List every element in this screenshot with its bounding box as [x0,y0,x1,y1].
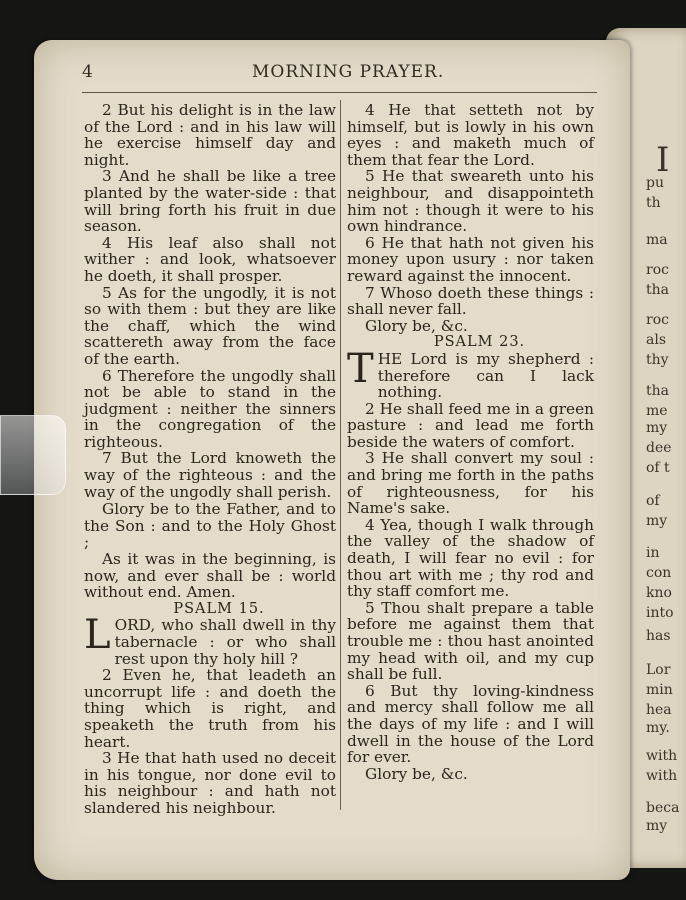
next-page-fragment: of [646,493,660,509]
running-title: MORNING PRAYER. [252,62,445,82]
page-header [82,62,592,90]
header-rule [82,92,597,93]
right-column [347,102,594,782]
gloria-patri-end: As it was in the beginning, is now, and ever shall be : world without end. Amen. [84,550,336,602]
verse-text: ORD, who shall dwell in thy tabernacle : or who shall rest upon thy holy hill ? [114,616,336,668]
verse: 3 He shall convert my soul : and bring me forth in the paths of righteousness, for his Name's sake. [347,449,594,518]
drop-cap: T [347,345,374,392]
next-page-fragment: min [646,682,673,698]
verse: 7 Whoso doeth these things : shall never fall. [347,283,594,319]
next-page-fragment: roc [646,312,669,328]
next-page-fragment: tha [646,383,669,399]
verse: 5 As for the ungodly, it is not so with them : but they are like the chaff, which the wind scattereth away from the face of the earth. [84,283,336,368]
next-page-fragment: I [656,140,670,180]
verse: 4 He that setteth not by himself, but is lowly in his own eyes : and maketh much of them that fear the Lord. [347,101,594,169]
next-page-fragment: in [646,545,660,561]
next-page-fragment: kno [646,585,672,601]
gloria-patri: Glory be to the Father, and to the Son : and to the Holy Ghost ; [84,500,336,552]
verse: 2 Even he, that leadeth an uncorrupt life : and doeth the thing which is right, and speaketh the truth from his heart. [84,666,336,751]
next-page-fragment: dee [646,440,672,456]
gloria-short: Glory be, &c. [365,764,468,783]
verse: 6 Therefore the ungodly shall not be able to stand in the judgment : neither the sinners in the congregation of the righteous. [84,366,336,451]
next-page-fragment: th [646,195,661,211]
column-divider [340,100,341,810]
psalm-15-verse-1 [84,612,336,668]
next-page-fragment: con [646,565,672,581]
next-page-fragment: pu [646,175,664,191]
next-page-fragment: tha [646,282,669,298]
next-page-fragment: has [646,628,671,644]
page-number: 4 [82,62,94,82]
next-page-fragment: roc [646,262,669,278]
next-page-fragment: my. [646,720,670,736]
next-page-fragment: beca [646,800,680,816]
next-page-fragment: of t [646,460,670,476]
next-page-fragment: Lor [646,662,671,678]
verse: 7 But the Lord knoweth the way of the righteous : and the way of the ungodly shall perish. [84,449,336,501]
verse: 6 He that hath not given his money upon usury : nor taken reward against the innocent. [347,233,594,285]
verse: 2 But his delight is in the law of the Lord : and in his law will he exercise himself day and night. [84,101,336,169]
next-page-fragment: with [646,768,678,784]
next-page-fragment: hea [646,702,672,718]
psalm-23-verse-1 [347,345,594,402]
verse-text: HE Lord is my shepherd : therefore can I lack nothing. [377,349,594,402]
next-page-fragment: als [646,332,667,348]
verse: 3 He that hath used no deceit in his tongue, nor done evil to his neighbour : and hath not slandered his neighbour. [84,749,336,817]
next-page-fragment: ma [646,232,668,248]
next-page-fragment: me [646,403,668,419]
page-clip [0,415,66,495]
verse: 4 His leaf also shall not wither : and look, whatsoever he doeth, it shall prosper. [84,233,336,285]
next-page-fragment: thy [646,352,669,368]
verse: 5 Thou shalt prepare a table before me against them that trouble me : thou hast anointed my head with oil, and my cup shall be full. [347,598,594,684]
next-page-fragment: my [646,420,668,436]
verse: 5 He that sweareth unto his neighbour, and disappointeth him not : though it were to his own hindrance. [347,167,594,236]
next-page-fragment: into [646,605,674,621]
verse: 2 He shall feed me in a green pasture : and lead me forth beside the waters of comfort. [347,399,594,451]
left-column [84,102,336,817]
psalm-15-heading: PSALM 15. [173,600,265,617]
psalm-23-heading: PSALM 23. [433,334,526,351]
verse: 6 But thy loving-kindness and mercy shall follow me all the days of my life : and I will dwell in the house of the Lord for ever. [347,681,594,767]
gloria-short: Glory be, &c. [365,316,468,335]
next-page-fragment: my [646,513,668,529]
next-page-fragment: with [646,748,678,764]
verse: 4 Yea, though I walk through the valley of the shadow of death, I will fear no evil : for thou art with me ; thy rod and thy staff comfort me. [347,515,594,601]
next-page-fragment: my [646,818,668,834]
verse: 3 And he shall be like a tree planted by the water-side : that will bring forth his fruit in due season. [84,167,336,236]
drop-cap: L [84,612,111,659]
